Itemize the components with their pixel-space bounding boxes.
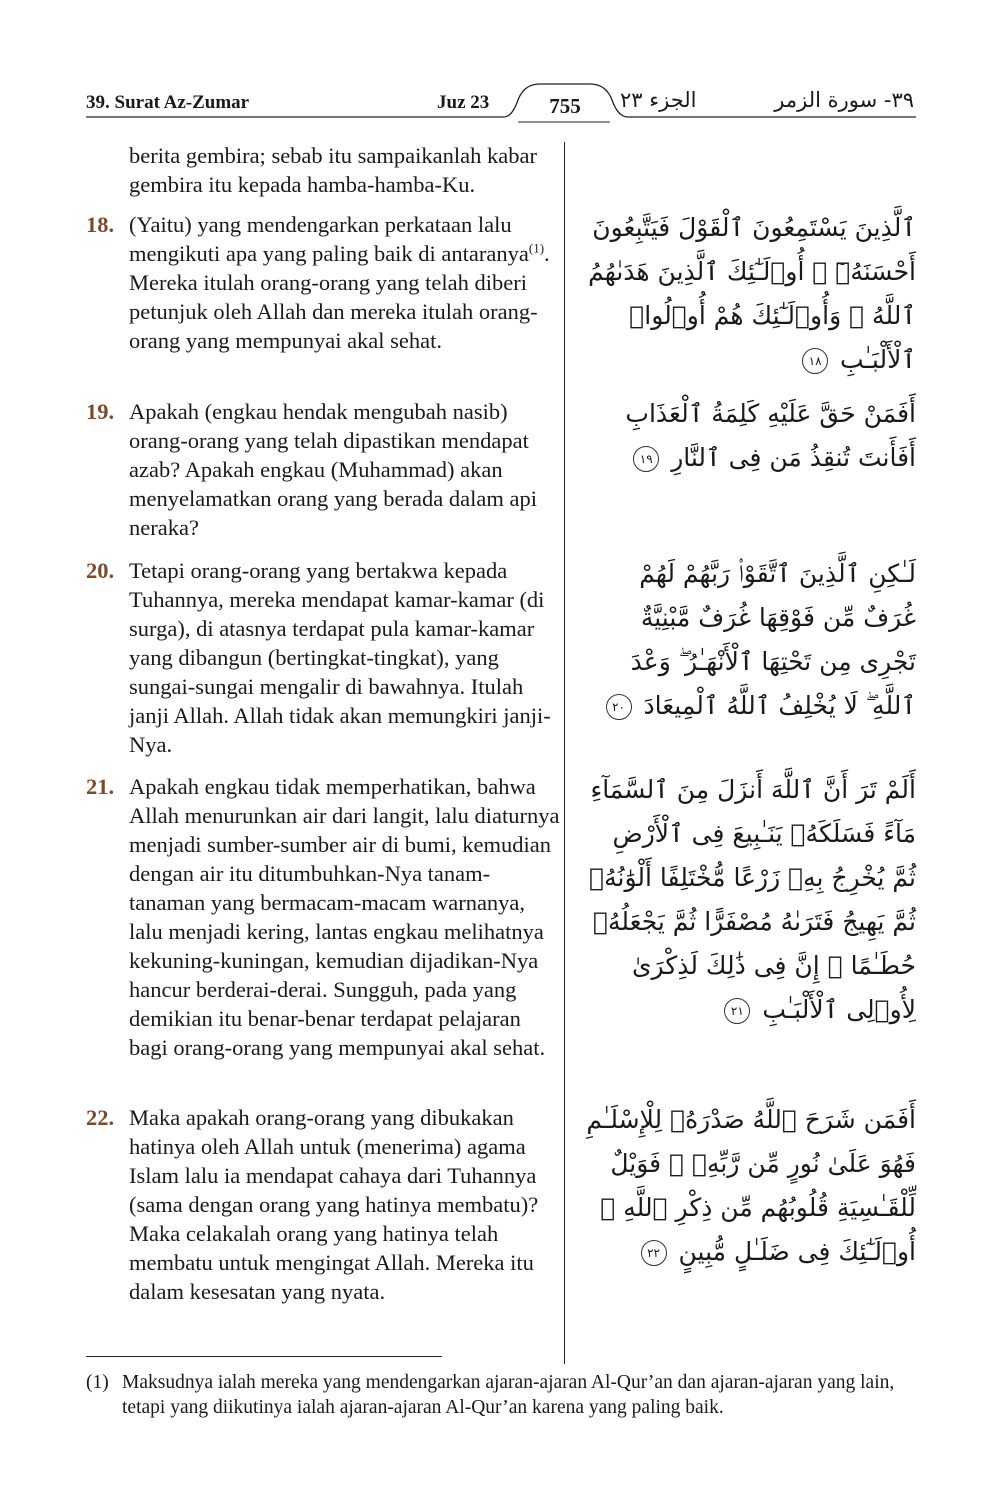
verse-text: Apakah engkau tidak memperhatikan, bahwa Allah menurunkan air dari langit, lalu diaturnya menjadi sumber-sumber air di bumi, kemudian dengan air itu ditumbuhkan-Nya tanam-tanaman yang bermacam-macam warnanya, lalu menjadi kering, lantas engkau melihatnya kekuning-kuningan, kemudian dijadikan-Nya hancur berderai-derai. Sungguh, pada yang demikian itu benar-benar terdapat pelajaran bagi orang-orang yang mempunyai akal sehat. bbox=[129, 774, 560, 1060]
footnote-text: Maksudnya ialah mereka yang mendengarkan ajaran-ajaran Al-Qur’an dan ajaran-ajaran yang lain, tetapi yang diikutinya ialah ajaran-ajaran Al-Qur’an karena yang paling baik. bbox=[122, 1372, 895, 1418]
arabic-text: ٱلَّذِينَ يَسْتَمِعُونَ ٱلْقَوْلَ فَيَتَّبِعُونَ أَحْسَنَهُۥٓ ۚ أُو۟لَـٰٓئِكَ ٱلَّذِينَ هَدَىٰهُمُ ٱللَّهُ ۖ وَأُو۟لَـٰٓئِكَ هُمْ أُو۟لُوا۟ ٱلْأَلْبَـٰبِ bbox=[588, 213, 916, 374]
surah-title-latin: 39. Surat Az-Zumar bbox=[86, 92, 250, 113]
ayah-end-marker: ٢١ bbox=[724, 998, 750, 1024]
verse-text: Apakah (engkau hendak mengubah nasib) orang-orang yang telah dipastikan mendapat azab? Apakah engkau (Muhammad) akan menyelamatkan orang yang berada dalam api neraka? bbox=[129, 399, 537, 540]
page-number: 755 bbox=[549, 94, 581, 118]
ayah-end-marker: ١٨ bbox=[802, 348, 828, 374]
ayah-end-marker: ١٩ bbox=[633, 446, 659, 472]
column-divider bbox=[564, 142, 565, 1364]
arabic-text: أَلَمْ تَرَ أَنَّ ٱللَّهَ أَنزَلَ مِنَ ٱلسَّمَآءِ مَآءً فَسَلَكَهُۥ يَنَـٰبِيعَ فِى ٱلْأَرْضِ ثُمَّ يُخْرِجُ بِهِۦ زَرْعًا مُّخْتَلِفًا أَلْوَٰنُهُۥ ثُمَّ يَهِيجُ فَتَرَىٰهُ مُصْفَرًّا ثُمَّ يَجْعَلُهُۥ حُطَـٰمًا ۚ إِنَّ فِى ذَٰلِكَ لَذِكْرَىٰ لِأُو۟لِى ٱلْأَلْبَـٰبِ bbox=[589, 775, 916, 1024]
juz-label-latin: Juz 23 bbox=[437, 92, 490, 113]
translation-verse-21 bbox=[86, 772, 560, 1062]
verse-text: Maka apakah orang-orang yang dibukakan hatinya oleh Allah untuk (menerima) agama Islam lalu ia mendapat cahaya dari Tuhannya (sama dengan orang yang hatinya membatu)? Maka celakalah orang yang hatinya telah membatu untuk mengingat Allah. Mereka itu dalam kesesatan yang nyata. bbox=[129, 1105, 539, 1304]
verse-text: (Yaitu) yang mendengarkan perkataan lalu mengikuti apa yang paling baik di antaranya$^{(1)}$. Mereka itulah orang-orang yang telah diberi petunjuk oleh Allah dan mereka itulah orang-orang yang mempunyai akal sehat. bbox=[129, 212, 550, 353]
arabic-verse-21 bbox=[586, 768, 916, 1032]
verse-number: 20. bbox=[86, 558, 115, 583]
translation-verse-20 bbox=[86, 556, 560, 759]
arabic-verse-19 bbox=[586, 392, 916, 480]
arabic-text: أَفَمَنْ حَقَّ عَلَيْهِ كَلِمَةُ ٱلْعَذَابِ أَفَأَنتَ تُنقِذُ مَن فِى ٱلنَّارِ bbox=[625, 399, 916, 472]
footnote-number: (1) bbox=[86, 1372, 109, 1393]
ayah-end-marker: ٢٠ bbox=[606, 694, 632, 720]
juz-label-arabic: الجزء ٢٣ bbox=[620, 88, 697, 112]
footnote-ref: (1) bbox=[528, 240, 545, 256]
arabic-verse-20 bbox=[586, 552, 916, 728]
verse-text: Tetapi orang-orang yang bertakwa kepada Tuhannya, mereka mendapat kamar-kamar (di surga), di atasnya terdapat pula kamar-kamar yang dibangun (bertingkat-tingkat), yang sungai-sungai mengalir di bawahnya. Itulah janji Allah. Allah tidak akan memungkiri janji-Nya. bbox=[129, 558, 551, 757]
arabic-verse-18 bbox=[586, 206, 916, 382]
surah-title-arabic: ٣٩- سورة الزمر bbox=[774, 88, 914, 112]
translation-continuation bbox=[86, 141, 560, 199]
footnote-rule bbox=[86, 1356, 442, 1357]
verse-number: 22. bbox=[86, 1105, 115, 1130]
verse-number: 19. bbox=[86, 399, 115, 424]
translation-verse-19 bbox=[86, 397, 560, 542]
footnote bbox=[86, 1370, 916, 1420]
verse-number: 21. bbox=[86, 774, 115, 799]
arabic-text: لَـٰكِنِ ٱلَّذِينَ ٱتَّقَوْا۟ رَبَّهُمْ لَهُمْ غُرَفٌ مِّن فَوْقِهَا غُرَفٌ مَّبْنِيَّةٌ تَجْرِى مِن تَحْتِهَا ٱلْأَنْهَـٰرُ ۖ وَعْدَ ٱللَّهِ ۖ لَا يُخْلِفُ ٱللَّهُ ٱلْمِيعَادَ bbox=[630, 559, 916, 720]
translation-verse-18 bbox=[86, 210, 560, 355]
ayah-end-marker: ٢٢ bbox=[641, 1240, 667, 1266]
header-frame bbox=[0, 0, 1000, 140]
verse-text: berita gembira; sebab itu sampaikanlah kabar gembira itu kepada hamba-hamba-Ku. bbox=[129, 143, 537, 197]
arabic-verse-22 bbox=[586, 1098, 916, 1274]
verse-number: 18. bbox=[86, 212, 115, 237]
arabic-text: أَفَمَن شَرَحَ ٱللَّهُ صَدْرَهُۥ لِلْإِسْلَـٰمِ فَهُوَ عَلَىٰ نُورٍ مِّن رَّبِّهِۦ ۚ فَوَيْلٌ لِّلْقَـٰسِيَةِ قُلُوبُهُم مِّن ذِكْرِ ٱللَّهِ ۚ أُو۟لَـٰٓئِكَ فِى ضَلَـٰلٍ مُّبِينٍ bbox=[586, 1105, 916, 1266]
translation-verse-22 bbox=[86, 1103, 560, 1306]
